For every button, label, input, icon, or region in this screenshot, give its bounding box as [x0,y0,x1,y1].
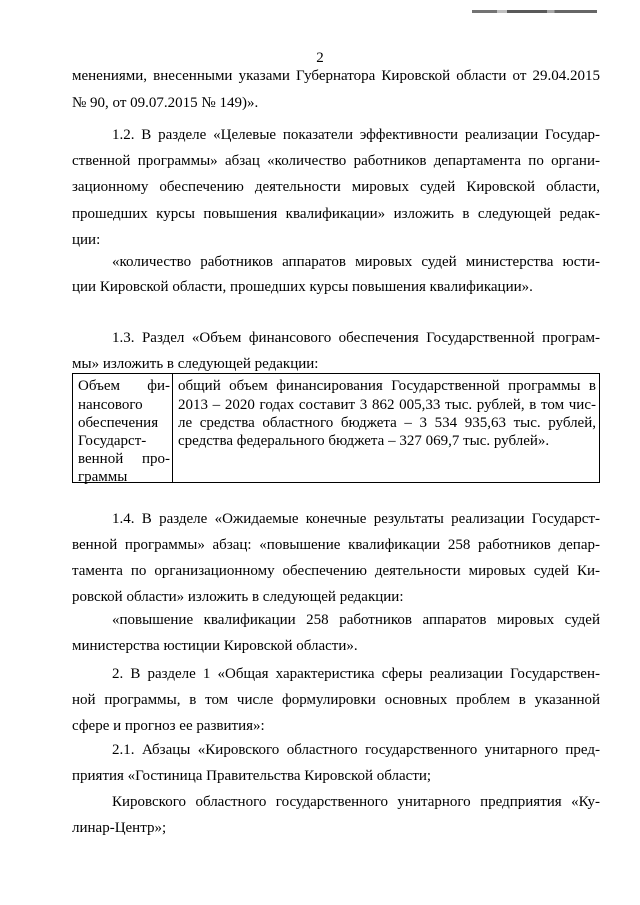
paragraph-line: 1.4. В разделе «Ожидаемые конечные результаты реализации Государст- [112,511,600,527]
paragraph-line: тамента по организационному обеспечению деятельности мировых судей Ки- [72,563,600,579]
paragraph-line: № 90, от 09.07.2015 № 149)». [72,95,259,111]
table-label-line: обеспечения [78,415,159,431]
paragraph-line: «количество работников аппаратов мировых судей министерства юсти- [112,254,600,270]
paragraph-line: ственной программы» абзац «количество работников департамента по органи- [72,153,600,169]
paragraph-line: приятия «Гостиница Правительства Кировской области; [72,768,432,784]
paragraph-line: сфере и прогноз ее развития»: [72,718,265,734]
table-label-line: граммы [78,469,128,485]
scan-artifact [472,10,597,13]
paragraph-line: менениями, внесенными указами Губернатора Кировской области от 29.04.2015 [72,68,600,84]
paragraph-line: 2. В разделе 1 «Общая характеристика сферы реализации Государствен- [112,666,600,682]
table-label-line: Объем фи- [78,378,170,394]
paragraph-line: министерства юстиции Кировской области». [72,638,358,654]
table-label-line: нансового [78,397,143,413]
page-number: 2 [316,50,324,66]
paragraph-line: венной программы» абзац: «повышение квалификации 258 работников депар- [72,537,600,553]
financing-table [72,373,600,483]
paragraph-line: Кировского областного государственного унитарного предприятия «Ку- [112,794,600,810]
paragraph-line: мы» изложить в следующей редакции: [72,356,319,372]
table-label-line: венной про- [78,451,170,467]
table-value-line: 2013 – 2020 годах составит 3 862 005,33 тыс. рублей, в том чис- [178,397,596,413]
paragraph-line: 1.2. В разделе «Целевые показатели эффективности реализации Государ- [112,127,600,143]
paragraph-line: линар-Центр»; [72,820,167,836]
table-value-line: общий объем финансирования Государственной программы в [178,378,596,394]
paragraph-line: ции Кировской области, прошедших курсы повышения квалификации». [72,279,533,295]
table-value-line: средства федерального бюджета – 327 069,7 тыс. рублей». [178,433,550,449]
paragraph-line: ной программы, в том числе формулировки основных проблем в указанной [72,692,600,708]
table-value-line: ле средства областного бюджета – 3 534 935,63 тыс. рублей, [178,415,596,431]
table-divider [172,374,173,482]
paragraph-line: прошедших курсы повышения квалификации» изложить в следующей редак- [72,206,600,222]
paragraph-line: зационному обеспечению деятельности мировых судей Кировской области, [72,179,600,195]
paragraph-line: «повышение квалификации 258 работников аппаратов мировых судей [112,612,600,628]
paragraph-line: 1.3. Раздел «Объем финансового обеспечения Государственной програм- [112,330,600,346]
table-label-line: Государст- [78,433,147,449]
paragraph-line: ции: [72,232,101,248]
paragraph-line: ровской области» изложить в следующей редакции: [72,589,404,605]
paragraph-line: 2.1. Абзацы «Кировского областного государственного унитарного пред- [112,742,600,758]
